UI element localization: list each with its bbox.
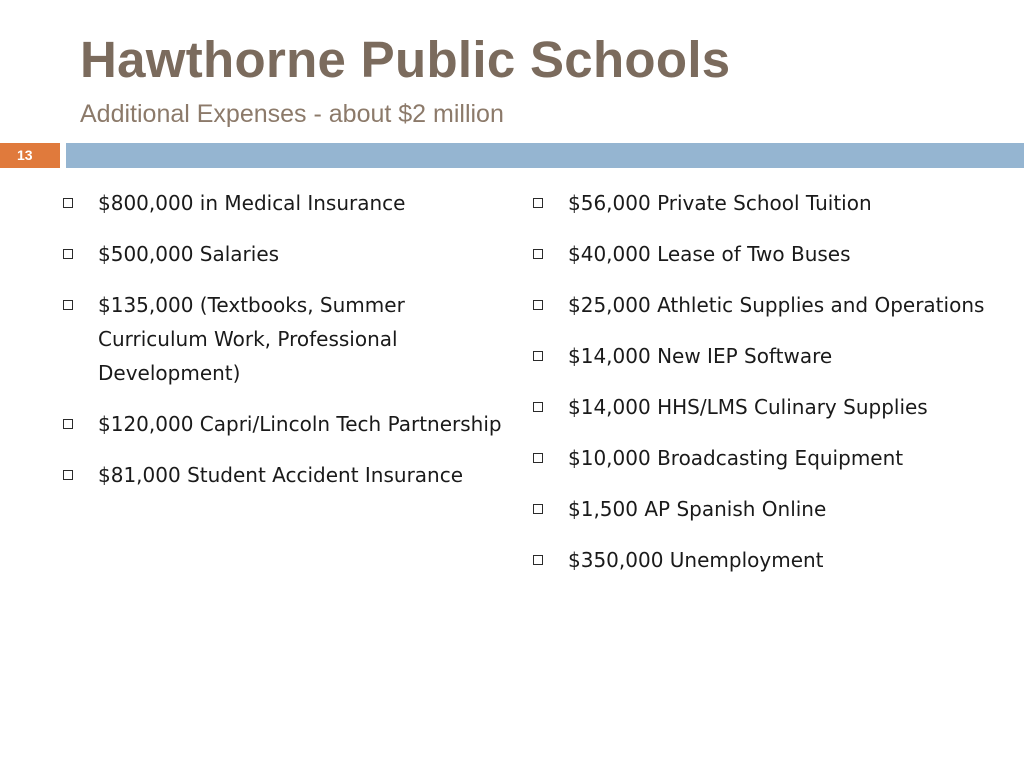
list-item [62, 186, 502, 220]
list-item-text: $120,000 Capri/Lincoln Tech Partnership [98, 412, 502, 436]
list-item [62, 458, 502, 492]
slide-subtitle: Additional Expenses - about $2 million [80, 100, 504, 128]
list-item-text: $56,000 Private School Tuition [568, 191, 872, 215]
hollow-square-bullet-icon [533, 504, 543, 514]
hollow-square-bullet-icon [533, 555, 543, 565]
hollow-square-bullet-icon [63, 470, 73, 480]
list-item [62, 237, 502, 271]
list-item [532, 237, 1002, 271]
header-bar [66, 143, 1024, 168]
hollow-square-bullet-icon [533, 402, 543, 412]
hollow-square-bullet-icon [533, 351, 543, 361]
list-item-text: $500,000 Salaries [98, 242, 280, 266]
hollow-square-bullet-icon [533, 249, 543, 259]
hollow-square-bullet-icon [533, 300, 543, 310]
list-item-text: $800,000 in Medical Insurance [98, 191, 406, 215]
list-item-text: $40,000 Lease of Two Buses [568, 242, 851, 266]
left-bullet-list [62, 186, 502, 509]
hollow-square-bullet-icon [533, 198, 543, 208]
list-item-text: $25,000 Athletic Supplies and Operations [568, 293, 985, 317]
list-item-text: $1,500 AP Spanish Online [568, 497, 827, 521]
list-item-text: $350,000 Unemployment [568, 548, 824, 572]
list-item [62, 407, 502, 441]
list-item [532, 288, 1002, 322]
page-number-badge: 13 [0, 143, 60, 168]
list-item-text: $135,000 (Textbooks, Summer Curriculum Work, Professional Development) [98, 293, 405, 385]
list-item-text: $10,000 Broadcasting Equipment [568, 446, 904, 470]
list-item [62, 288, 502, 390]
list-item [532, 186, 1002, 220]
list-item-text: $81,000 Student Accident Insurance [98, 463, 464, 487]
hollow-square-bullet-icon [63, 300, 73, 310]
hollow-square-bullet-icon [63, 419, 73, 429]
slide-title: Hawthorne Public Schools [80, 31, 731, 88]
hollow-square-bullet-icon [533, 453, 543, 463]
hollow-square-bullet-icon [63, 249, 73, 259]
right-bullet-list [532, 186, 1002, 594]
list-item [532, 492, 1002, 526]
list-item-text: $14,000 HHS/LMS Culinary Supplies [568, 395, 928, 419]
hollow-square-bullet-icon [63, 198, 73, 208]
list-item [532, 339, 1002, 373]
list-item [532, 441, 1002, 475]
list-item [532, 543, 1002, 577]
list-item-text: $14,000 New IEP Software [568, 344, 833, 368]
list-item [532, 390, 1002, 424]
